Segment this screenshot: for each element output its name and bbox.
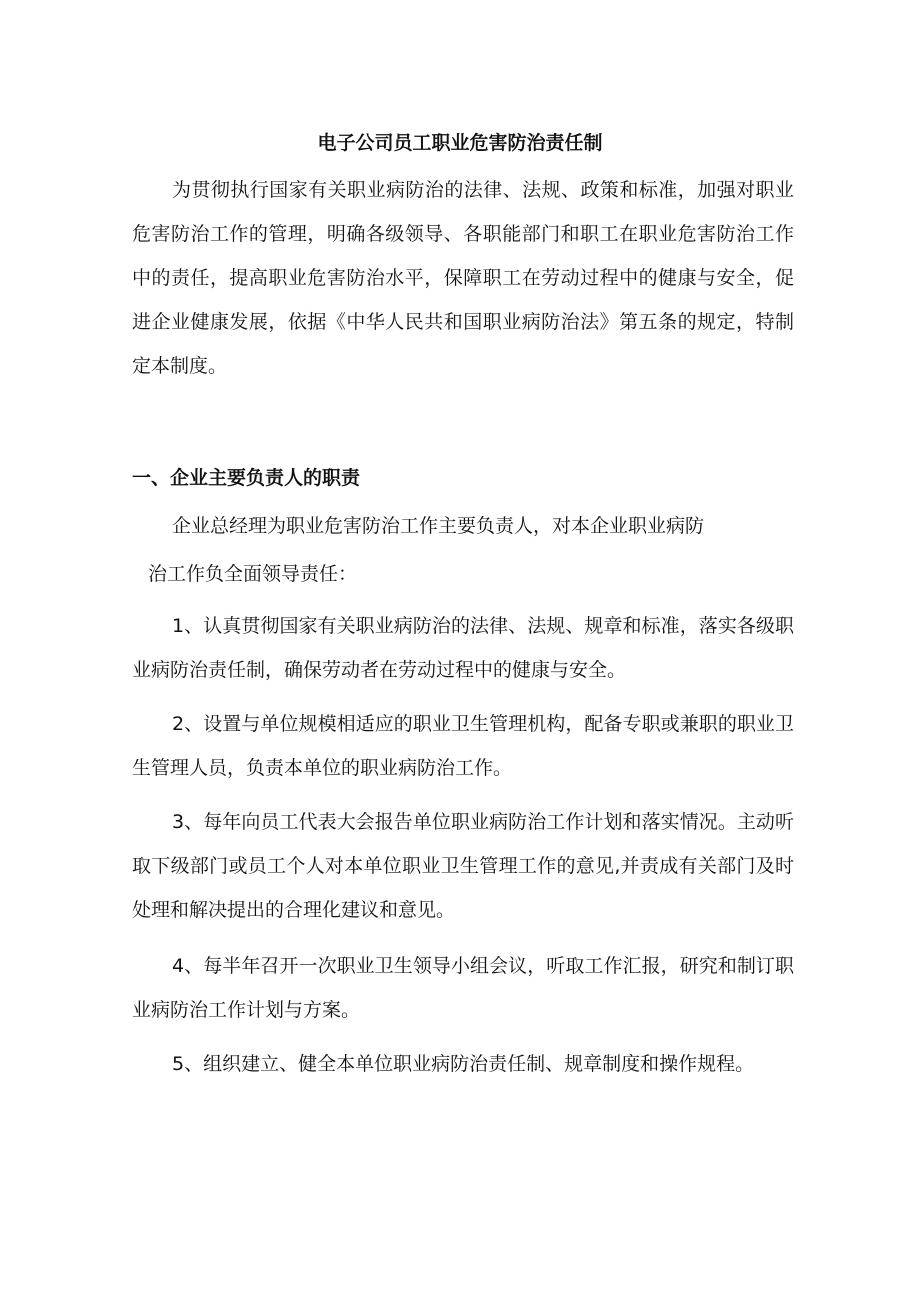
duty-item-1: 1、认真贯彻国家有关职业病防治的法律、法规、规章和标准，落实各级职业病防治责任制，确保劳动者在劳动过程中的健康与安全。 — [132, 615, 794, 681]
duty-item-2: 2、设置与单位规模相适应的职业卫生管理机构，配备专职或兼职的职业卫生管理人员，负责本单位的职业病防治工作。 — [132, 713, 794, 779]
intro-paragraph: 为贯彻执行国家有关职业病防治的法律、法规、政策和标准，加强对职业危害防治工作的管理，明确各级领导、各职能部门和职工在职业危害防治工作中的责任，提高职业危害防治水平，保障职工在劳动过程中的健康与安全，促进企业健康发展，依据《中华人民共和国职业病防治法》第五条的规定，特制定本制度。 — [132, 179, 794, 377]
document-title: 电子公司员工职业危害防治责任制 — [317, 132, 603, 154]
section-lead-line-2: 治工作负全面领导责任： — [148, 563, 358, 585]
section-heading: 一、企业主要负责人的职责 — [132, 467, 361, 489]
duty-item-5: 5、组织建立、健全本单位职业病防治责任制、规章制度和操作规程。 — [172, 1053, 755, 1075]
duty-item-4: 4、每半年召开一次职业卫生领导小组会议，听取工作汇报，研究和制订职业病防治工作计划与方案。 — [132, 955, 794, 1021]
duty-item-3: 3、每年向员工代表大会报告单位职业病防治工作计划和落实情况。主动听取下级部门或员工个人对本单位职业卫生管理工作的意见,并责成有关部门及时处理和解决提出的合理化建议和意见。 — [132, 811, 794, 921]
section-lead-line-1: 企业总经理为职业危害防治工作主要负责人，对本企业职业病防 — [172, 515, 705, 537]
